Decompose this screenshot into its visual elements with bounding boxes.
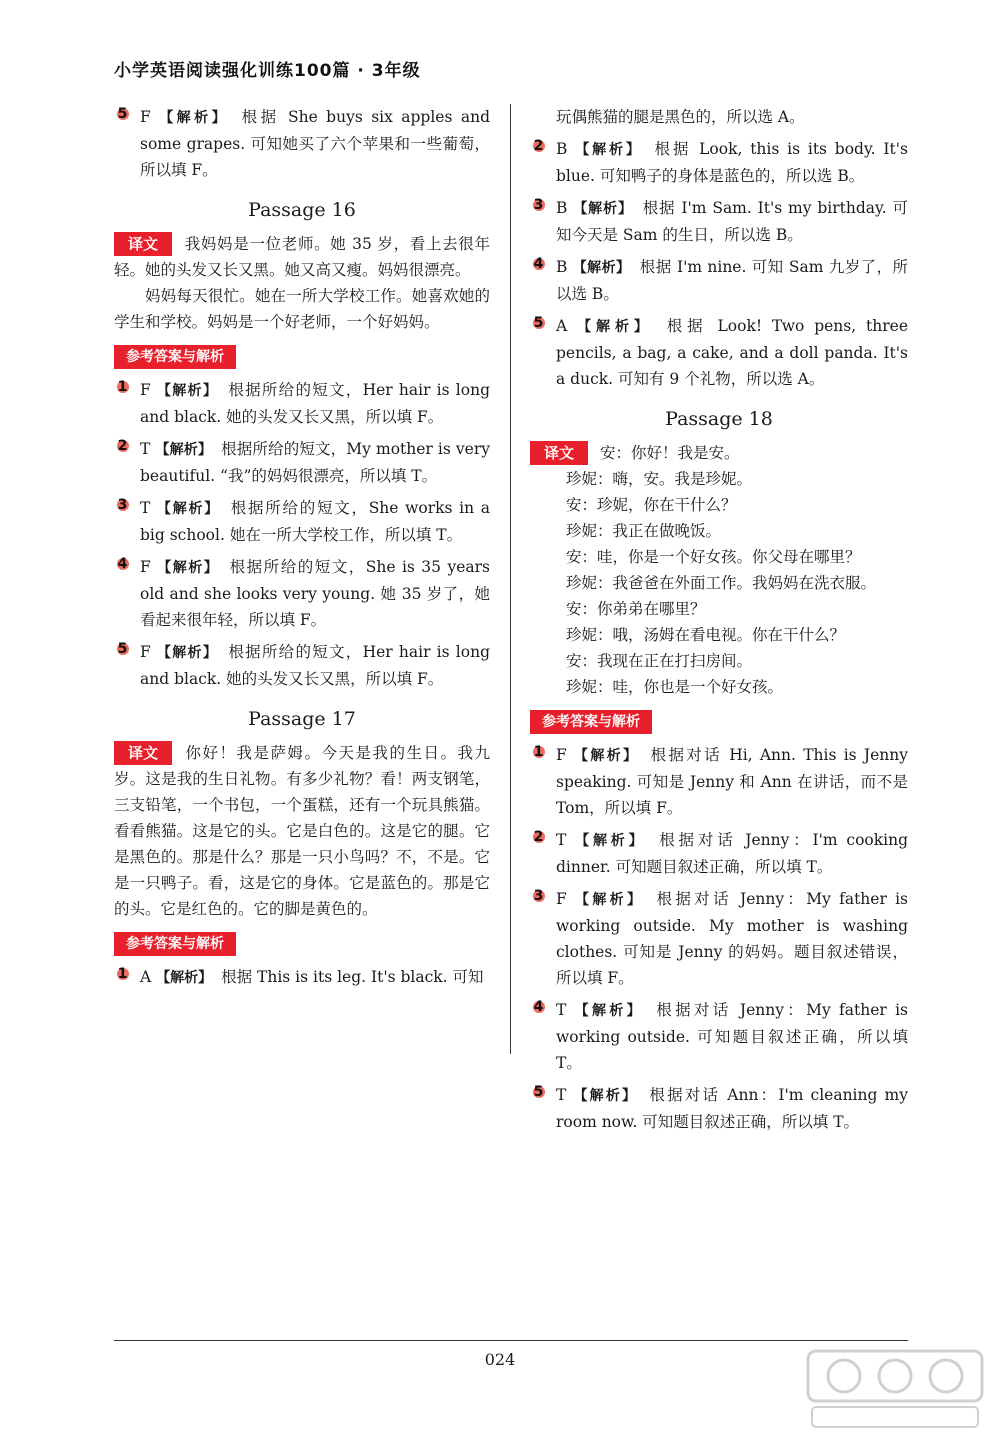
item-number: 5 [530,1084,547,1101]
item-answer: F [556,890,567,908]
dialog-line: 安：我现在正在打扫房间。 [566,652,753,670]
answer-item [530,254,908,307]
left-column [114,104,490,997]
answer-item [114,495,490,548]
item-answer: B [556,140,568,158]
translation-text: 你好！我是萨姆。今天是我的生日。我九岁。这是我的生日礼物。有多少礼物？看！两支钢笔，三支铅笔，一个书包，一个蛋糕，还有一个玩具熊猫。看看熊猫。这是它的头。它是白色的。这是它的腿。它是黑色的。那是什么？那是一只小鸟吗？不，不是。它是一只鸭子。看，这是它的身体。它是蓝色的。那是它的头。它是红色的。它的脚是黄色的。 [114,744,490,918]
item-text: 根据对话 Jenny：I'm cooking dinner. 可知题目叙述正确，所以填 T。 [556,831,908,876]
item-answer: F [140,643,151,661]
item-number: 4 [530,256,547,273]
item-text: 根据所给的短文，My mother is very beautiful. “我”的妈妈很漂亮，所以填 T。 [140,440,490,485]
translation-label: 译文 [114,741,172,765]
watermark-logo-icon [806,1347,984,1431]
answer-item [114,639,490,692]
answer-item [530,997,908,1076]
translation-label: 译文 [114,232,172,256]
answer-item [114,436,490,489]
analysis-tag: 【解析】 [575,833,647,849]
answer-item [114,377,490,430]
item-text: 根据所给的短文，She works in a big school. 她在一所大学校工作，所以填 T。 [140,499,491,544]
item-text: 根据所给的短文，Her hair is long and black. 她的头发又长又黑，所以填 F。 [140,643,490,688]
dialog-line: 安：你好！我是安。 [600,444,740,462]
analysis-tag: 【解析】 [575,892,645,908]
analysis-tag: 【解析】 [574,748,640,764]
dialog-line: 珍妮：嗨，安。我是珍妮。 [566,470,753,488]
answer-item [530,742,908,821]
continued-text: 玩偶熊猫的腿是黑色的，所以选 A。 [556,108,805,126]
answer-section-label: 参考答案与解析 [114,345,236,369]
item-text: 根据 She buys six apples and some grapes. 可知她买了六个苹果和一些葡萄，所以填 F。 [140,108,490,179]
dialog-line: 珍妮：我正在做晚饭。 [566,522,722,540]
answer-item [114,964,490,991]
item-number: 5 [114,106,131,123]
item-text: 根据 Look, this is its body. It's blue. 可知鸭子的身体是蓝色的，所以选 B。 [556,140,908,185]
item-number: 5 [114,641,131,658]
item-number: 2 [530,138,547,155]
dialog-line: 安：珍妮，你在干什么？ [566,496,737,514]
answer-item [530,136,908,189]
item-number: 4 [114,556,131,573]
item-number: 1 [114,379,131,396]
analysis-tag: 【解析】 [577,319,653,335]
answer-item [530,313,908,392]
item-number: 3 [530,197,547,214]
dialog-line: 珍妮：我爸爸在外面工作。我妈妈在洗衣服。 [566,574,877,592]
item-answer: F [140,558,151,576]
translation-paragraph [530,440,908,466]
column-divider [510,104,511,1054]
book-title: 小学英语阅读强化训练100篇 · 3年级 [114,61,421,81]
item-number: 4 [530,999,547,1016]
analysis-tag: 【解析】 [156,970,213,986]
passage-title: Passage 16 [248,199,356,221]
answer-list [530,742,908,1135]
answer-section-label: 参考答案与解析 [114,932,236,956]
item-text: 根据 Look! Two pens, three pencils, a bag, a cake, and a doll panda. It's a duck. 可知有 9 个礼物，所以选 A。 [556,317,908,388]
translation-label: 译文 [530,441,588,465]
item-text: 根据对话 Jenny：My father is working outside. My mother is washing clothes. 可知是 Jenny 的妈妈。题目叙述错误，所以填 F。 [556,890,909,987]
item-text: 根据 This is its leg. It's black. 可知 [221,968,484,986]
dialog-line: 珍妮：哇，你也是一个好女孩。 [566,678,784,696]
item-answer: B [556,258,568,276]
item-text: 根据对话 Jenny：My father is working outside. 可知题目叙述正确，所以填 T。 [556,1001,908,1072]
item-answer: T [556,831,567,849]
answer-list [530,136,908,392]
translation-text: 我妈妈是一位老师。她 35 岁，看上去很年轻。她的头发又长又黑。她又高又瘦。妈妈很漂亮。 [114,235,490,279]
item-answer: T [556,1086,567,1104]
analysis-tag: 【解析】 [155,442,213,458]
answer-item [530,827,908,880]
answer-item [530,1082,908,1135]
answer-list [114,377,490,692]
translation-paragraph: 妈妈每天很忙。她在一所大学校工作。她喜欢她的学生和学校。妈妈是一个好老师，一个好妈妈。 [114,287,490,331]
item-answer: T [140,440,151,458]
item-text: 根据 I'm nine. 可知 Sam 九岁了，所以选 B。 [556,258,909,303]
item-text: 根据所给的短文，Her hair is long and black. 她的头发又长又黑，所以填 F。 [140,381,490,426]
answer-item [114,554,490,633]
right-column [530,104,908,1141]
item-answer: B [556,199,568,217]
analysis-tag: 【解析】 [157,501,221,517]
translation-paragraph [114,231,490,283]
item-answer: A [556,317,568,335]
translation-paragraph [114,740,490,922]
dialog-line: 安：你弟弟在哪里？ [566,600,706,618]
item-text: 根据所给的短文，She is 35 years old and she looks very young. 她 35 岁了，她看起来很年轻，所以填 F。 [140,558,490,629]
dialog-line: 珍妮：哦，汤姆在看电视。你在干什么？ [566,626,846,644]
item-text: 根据对话 Ann：I'm cleaning my room now. 可知题目叙述正确，所以填 T。 [556,1086,908,1131]
analysis-tag: 【解析】 [575,142,643,158]
dialog-line: 安：哇，你是一个好女孩。你父母在哪里？ [566,548,861,566]
item-text: 根据 I'm Sam. It's my birthday. 可知今天是 Sam 的生日，所以选 B。 [556,199,908,244]
item-answer: A [140,968,152,986]
analysis-tag: 【解析】 [156,645,219,661]
item-answer: T [140,499,151,517]
item-number: 2 [530,829,547,846]
item-number: 3 [530,888,547,905]
answer-section-label: 参考答案与解析 [530,710,652,734]
item-answer: F [140,381,151,399]
item-number: 1 [114,966,131,983]
item-answer: T [556,1001,567,1019]
analysis-tag: 【解析】 [573,201,633,217]
passage-title: Passage 17 [248,708,356,730]
analysis-tag: 【解析】 [574,1003,644,1019]
footer-divider [114,1340,908,1341]
analysis-tag: 【解析】 [156,383,219,399]
item-number: 1 [530,744,547,761]
answer-item [530,195,908,248]
item-answer: F [140,108,151,126]
analysis-tag: 【解析】 [157,560,220,576]
answer-item [530,886,908,991]
item-number: 2 [114,438,131,455]
item-text: 根据对话 Hi, Ann. This is Jenny speaking. 可知是 Jenny 和 Ann 在讲话，而不是 Tom，所以填 F。 [556,746,908,817]
item-answer: F [556,746,567,764]
passage-title: Passage 18 [665,408,773,430]
item-number: 5 [530,315,547,332]
answer-item [114,104,490,183]
analysis-tag: 【解析】 [159,110,230,126]
item-number: 3 [114,497,131,514]
analysis-tag: 【解析】 [573,1088,639,1104]
analysis-tag: 【解析】 [572,260,631,276]
page-number: 024 [484,1350,516,1369]
dialog [530,466,908,700]
